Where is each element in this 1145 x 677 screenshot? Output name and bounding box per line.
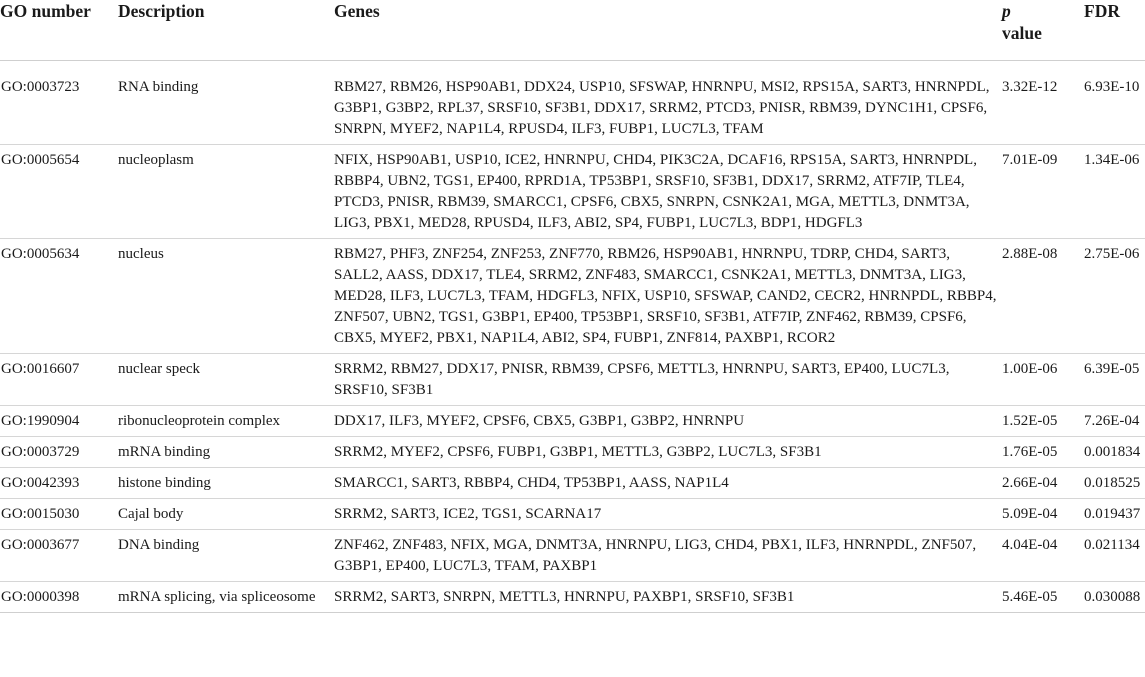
- fdr-cell: 6.39E-05: [1084, 354, 1145, 406]
- p-value-cell: 4.04E-04: [1002, 530, 1084, 582]
- description-cell: DNA binding: [118, 530, 334, 582]
- table-row: [0, 145, 1145, 239]
- header-row: [0, 0, 1145, 61]
- go-number-cell: GO:0005654: [0, 145, 118, 239]
- fdr-cell: 0.030088: [1084, 582, 1145, 613]
- genes-cell: DDX17, ILF3, MYEF2, CPSF6, CBX5, G3BP1, G3BP2, HNRNPU: [334, 406, 1002, 437]
- description-cell: mRNA splicing, via spliceosome: [118, 582, 334, 613]
- genes-cell: SRRM2, SART3, SNRPN, METTL3, HNRNPU, PAXBP1, SRSF10, SF3B1: [334, 582, 1002, 613]
- p-value-cell: 5.46E-05: [1002, 582, 1084, 613]
- genes-cell: NFIX, HSP90AB1, USP10, ICE2, HNRNPU, CHD4, PIK3C2A, DCAF16, RPS15A, SART3, HNRNPDL, RBBP4, UBN2, TGS1, EP400, RPRD1A, TP53BP1, SRSF10, SF3B1, DDX17, SRRM2, ATF7IP, TLE4, PTCD3, PNISR, RBM39, SMARCC1, CPSF6, CBX5, SNRPN, CSNK2A1, MGA, METTL3, DNMT3A, LIG3, PBX1, MED28, RPUSD4, ILF3, ABI2, SP4, FUBP1, LUC7L3, BDP1, HDGFL3: [334, 145, 1002, 239]
- p-value-cell: 1.00E-06: [1002, 354, 1084, 406]
- table-row: [0, 61, 1145, 145]
- go-number-cell: GO:0005634: [0, 239, 118, 354]
- fdr-cell: 2.75E-06: [1084, 239, 1145, 354]
- p-value-cell: 2.88E-08: [1002, 239, 1084, 354]
- description-cell: Cajal body: [118, 499, 334, 530]
- p-value-cell: 2.66E-04: [1002, 468, 1084, 499]
- genes-cell: SRRM2, MYEF2, CPSF6, FUBP1, G3BP1, METTL3, G3BP2, LUC7L3, SF3B1: [334, 437, 1002, 468]
- description-cell: ribonucleoprotein complex: [118, 406, 334, 437]
- header-fdr: FDR: [1084, 0, 1145, 61]
- table-row: [0, 468, 1145, 499]
- go-number-cell: GO:0015030: [0, 499, 118, 530]
- fdr-cell: 0.018525: [1084, 468, 1145, 499]
- fdr-cell: 0.019437: [1084, 499, 1145, 530]
- header-p-word: value: [1002, 23, 1042, 43]
- description-cell: nucleus: [118, 239, 334, 354]
- fdr-cell: 0.001834: [1084, 437, 1145, 468]
- table-row: [0, 499, 1145, 530]
- genes-cell: RBM27, RBM26, HSP90AB1, DDX24, USP10, SFSWAP, HNRNPU, MSI2, RPS15A, SART3, HNRNPDL, G3BP1, G3BP2, RPL37, SRSF10, SF3B1, DDX17, SRRM2, PTCD3, PNISR, RBM39, DYNC1H1, CPSF6, SNRPN, MYEF2, NAP1L4, RPUSD4, ILF3, FUBP1, LUC7L3, TFAM: [334, 61, 1002, 145]
- table-row: [0, 530, 1145, 582]
- p-value-cell: 5.09E-04: [1002, 499, 1084, 530]
- genes-cell: RBM27, PHF3, ZNF254, ZNF253, ZNF770, RBM26, HSP90AB1, HNRNPU, TDRP, CHD4, SART3, SALL2, AASS, DDX17, TLE4, SRRM2, ZNF483, SMARCC1, CSNK2A1, METTL3, DNMT3A, LIG3, MED28, ILF3, LUC7L3, TFAM, HDGFL3, NFIX, USP10, SFSWAP, CAND2, CECR2, HNRNPDL, RBBP4, ZNF507, UBN2, TGS1, G3BP1, EP400, TP53BP1, SRSF10, SF3B1, ATF7IP, ZNF462, RBM39, CPSF6, CBX5, MYEF2, PBX1, NAP1L4, ABI2, SP4, FUBP1, ZNF814, PAXBP1, RCOR2: [334, 239, 1002, 354]
- genes-cell: SRRM2, RBM27, DDX17, PNISR, RBM39, CPSF6, METTL3, HNRNPU, SART3, EP400, LUC7L3, SRSF10, SF3B1: [334, 354, 1002, 406]
- fdr-cell: 1.34E-06: [1084, 145, 1145, 239]
- description-cell: RNA binding: [118, 61, 334, 145]
- genes-cell: SMARCC1, SART3, RBBP4, CHD4, TP53BP1, AASS, NAP1L4: [334, 468, 1002, 499]
- p-value-cell: 1.52E-05: [1002, 406, 1084, 437]
- go-number-cell: GO:0003723: [0, 61, 118, 145]
- genes-cell: SRRM2, SART3, ICE2, TGS1, SCARNA17: [334, 499, 1002, 530]
- go-number-cell: GO:0042393: [0, 468, 118, 499]
- header-go-number: GO number: [0, 0, 118, 61]
- header-p-letter: p: [1002, 1, 1011, 21]
- header-p-value: [1002, 0, 1084, 61]
- fdr-cell: 0.021134: [1084, 530, 1145, 582]
- table-row: [0, 406, 1145, 437]
- table-row: [0, 354, 1145, 406]
- fdr-cell: 7.26E-04: [1084, 406, 1145, 437]
- p-value-cell: 1.76E-05: [1002, 437, 1084, 468]
- header-genes: Genes: [334, 0, 1002, 61]
- table-row: [0, 239, 1145, 354]
- go-number-cell: GO:0000398: [0, 582, 118, 613]
- table-row: [0, 582, 1145, 613]
- description-cell: histone binding: [118, 468, 334, 499]
- fdr-cell: 6.93E-10: [1084, 61, 1145, 145]
- p-value-cell: 7.01E-09: [1002, 145, 1084, 239]
- p-value-cell: 3.32E-12: [1002, 61, 1084, 145]
- description-cell: mRNA binding: [118, 437, 334, 468]
- table-body: [0, 61, 1145, 613]
- table-header: [0, 0, 1145, 61]
- go-number-cell: GO:1990904: [0, 406, 118, 437]
- go-number-cell: GO:0003677: [0, 530, 118, 582]
- genes-cell: ZNF462, ZNF483, NFIX, MGA, DNMT3A, HNRNPU, LIG3, CHD4, PBX1, ILF3, HNRNPDL, ZNF507, G3BP1, EP400, LUC7L3, TFAM, PAXBP1: [334, 530, 1002, 582]
- header-description: Description: [118, 0, 334, 61]
- go-number-cell: GO:0003729: [0, 437, 118, 468]
- description-cell: nucleoplasm: [118, 145, 334, 239]
- description-cell: nuclear speck: [118, 354, 334, 406]
- go-number-cell: GO:0016607: [0, 354, 118, 406]
- table-row: [0, 437, 1145, 468]
